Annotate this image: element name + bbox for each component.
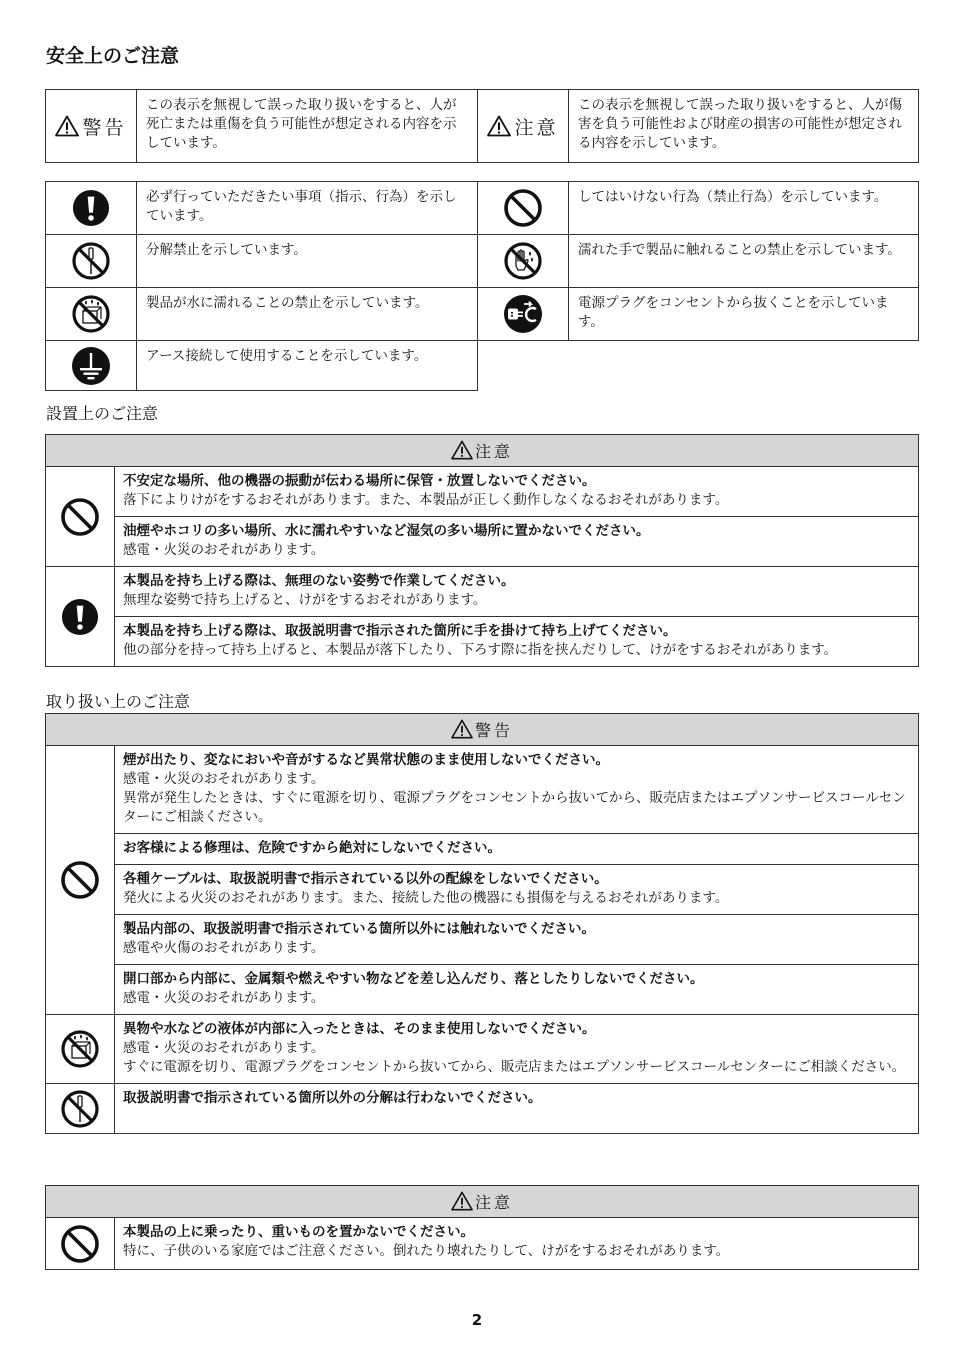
install-caution-header [46,435,919,467]
install-caution-table [45,434,919,667]
symbol-desc-no-wet-hands: 濡れた手で製品に触れることの禁止を示しています。 [569,235,919,288]
caution-triangle-icon [451,1191,473,1211]
warning-description: この表示を無視して誤った取り扱いをすると、人が死亡または重傷を負う可能性が想定される内容を示しています。 [137,90,478,163]
caution-label: 注意 [514,116,559,139]
handling-caution-header-label: 注意 [475,1193,514,1212]
symbol-desc-no-disassembly: 分解禁止を示しています。 [137,235,478,288]
prohibited-icon [60,860,100,900]
unplug-icon [503,294,543,334]
handling-item: お客様による修理は、危険ですから絶対にしないでください。 [115,834,919,865]
handling-caution-header [46,1186,919,1218]
handling-warning-header [46,714,919,746]
handling-section-title: 取り扱い上のご注意 [46,692,191,711]
prohibited-icon [60,1224,100,1264]
no-disassembly-icon [71,241,111,281]
no-water-icon [60,1029,100,1069]
handling-item: 製品内部の、取扱説明書で指示されている箇所以外には触れないでください。 感電や火傷のおそれがあります。 [115,915,919,965]
install-item: 本製品を持ち上げる際は、無理のない姿勢で作業してください。 無理な姿勢で持ち上げると、けがをするおそれがあります。 [115,567,919,617]
symbol-desc-ground: アース接続して使用することを示しています。 [137,341,478,391]
symbol-table [45,181,919,391]
warning-label-cell [46,90,137,163]
caution-triangle-icon [487,115,511,137]
handling-item: 取扱説明書で指示されている箇所以外の分解は行わないでください。 [115,1084,919,1134]
symbol-desc-mandatory: 必ず行っていただきたい事項（指示、行為）を示しています。 [137,182,478,235]
symbol-desc-unplug: 電源プラグをコンセントから抜くことを示しています。 [569,288,919,341]
warning-label: 警告 [82,116,127,139]
caution-item: 本製品の上に乗ったり、重いものを置かないでください。 特に、子供のいる家庭ではご注意ください。倒れたり壊れたりして、けがをするおそれがあります。 [115,1218,919,1270]
symbol-desc-no-water: 製品が水に濡れることの禁止を示しています。 [137,288,478,341]
caution-triangle-icon [451,440,473,460]
symbol-desc-prohibited: してはいけない行為（禁止行為）を示しています。 [569,182,919,235]
caution-label-cell [478,90,569,163]
install-caution-header-label: 注意 [475,442,514,461]
handling-warning-table [45,713,919,1134]
mandatory-icon [72,189,110,227]
handling-item: 煙が出たり、変なにおいや音がするなど異常状態のまま使用しないでください。 感電・火災のおそれがあります。 異常が発生したときは、すぐに電源を切り、電源プラグをコンセントから抜いてから、販売店またはエプソンサービスコールセンターにご相談ください。 [115,746,919,834]
handling-caution-table [45,1185,919,1270]
ground-icon [71,346,111,386]
warning-triangle-icon [55,115,79,137]
handling-warning-header-label: 警告 [475,721,514,740]
page-title: 安全上のご注意 [46,45,180,67]
handling-item: 各種ケーブルは、取扱説明書で指示されている以外の配線をしないでください。 発火による火災のおそれがあります。また、接続した他の機器にも損傷を与えるおそれがあります。 [115,865,919,915]
no-wet-hands-icon [503,241,543,281]
handling-item: 開口部から内部に、金属類や燃えやすい物などを差し込んだり、落としたりしないでください。 感電・火災のおそれがあります。 [115,965,919,1015]
no-water-icon [71,294,111,334]
page-number: 2 [471,1311,483,1329]
install-section-title: 設置上のご注意 [46,404,159,423]
mandatory-icon [61,598,99,636]
install-item: 油煙やホコリの多い場所、水に濡れやすいなど湿気の多い場所に置かないでください。 感電・火災のおそれがあります。 [115,517,919,567]
handling-item: 異物や水などの液体が内部に入ったときは、そのまま使用しないでください。 感電・火災のおそれがあります。 すぐに電源を切り、電源プラグをコンセントから抜いてから、販売店またはエプソンサービスコールセンターにご相談ください。 [115,1015,919,1084]
install-item: 不安定な場所、他の機器の振動が伝わる場所に保管・放置しないでください。 落下によりけがをするおそれがあります。また、本製品が正しく動作しなくなるおそれがあります。 [115,467,919,517]
prohibited-icon [503,188,543,228]
prohibited-icon [60,497,100,537]
install-item: 本製品を持ち上げる際は、取扱説明書で指示された箇所に手を掛けて持ち上げてください。 他の部分を持って持ち上げると、本製品が落下したり、下ろす際に指を挟んだりして、けがをするおそれがあります。 [115,617,919,667]
signal-word-table [45,89,919,163]
no-disassembly-icon [60,1089,100,1129]
warning-triangle-icon [451,719,473,739]
caution-description: この表示を無視して誤った取り扱いをすると、人が傷害を負う可能性および財産の損害の可能性が想定される内容を示しています。 [569,90,919,163]
